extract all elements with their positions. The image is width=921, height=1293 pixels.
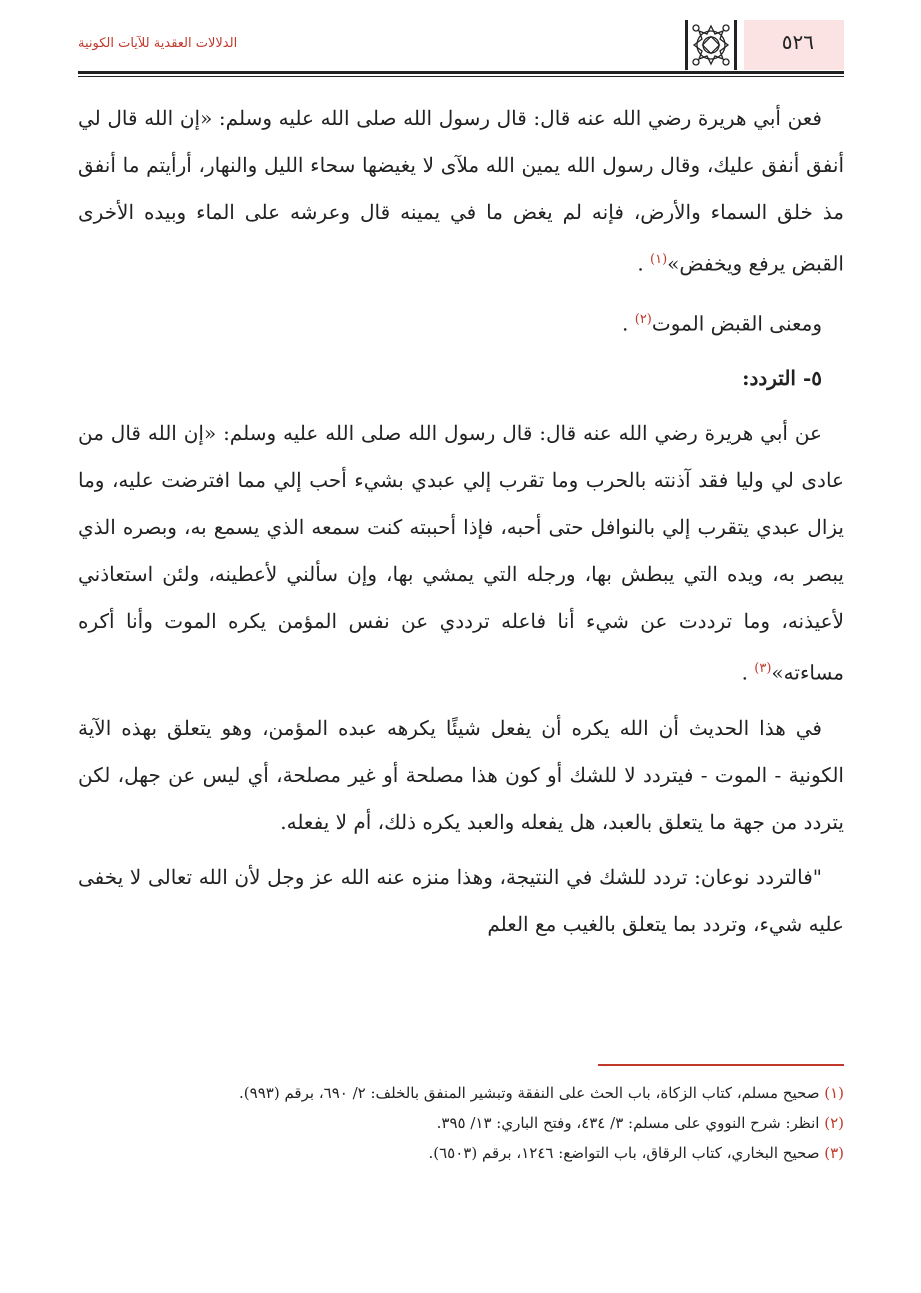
page-header [78,20,844,70]
paragraph: ومعنى القبض الموت$^{(٢)}$ . [622,311,822,336]
section-heading: ٥- التردد: [742,366,822,391]
running-title: الدلالات العقدية للآيات الكونية [78,36,238,51]
footnote: (٣) صحيح البخاري، كتاب الرقاق، باب التواضع: ١٢٤٦، برقم (٦٥٠٣). [428,1144,844,1162]
footnote-number: (٢) [824,1114,844,1132]
page-number-box [744,20,844,70]
footnote: (٢) انظر: شرح النووي على مسلم: ٣/ ٤٣٤، وفتح الباري: ١٣/ ٣٩٥. [436,1114,844,1132]
paragraph: "فالتردد نوعان: تردد للشك في النتيجة، وهذا منزه عنه الله عز وجل لأن الله تعالى لا يخفى عليه شيء، وتردد بما يتعلق بالغيب مع العلم [78,864,844,936]
footnote-separator [598,1064,844,1066]
footnote: (١) صحيح مسلم، كتاب الزكاة، باب الحث على النفقة وتبشير المنفق بالخلف: ٢/ ٦٩٠، برقم (٩٩٣). [239,1084,844,1102]
header-rule-thin [78,76,844,77]
footnote-ref: (١) [650,252,668,267]
paragraph: عن أبي هريرة رضي الله عنه قال: قال رسول الله صلى الله عليه وسلم: «إن الله قال من عادى لي وليا فقد آذنته بالحرب وما تقرب إلي عبدي بشيء أحب إلي مما افترضت عليه، وما يزال عبدي يتقرب إلي بالنوافل حتى أحبه، فإذا أحببته كنت سمعه الذي يسمع به، وبصره الذي يبصر به، ويده التي يبطش بها، ورجله التي يمشي بها، وإن سألني لأعطينه، ولئن استعاذني لأعيذنه، وما ترددت عن شيء أنا فاعله ترددي عن نفس المؤمن يكره الموت وأنا أكره مساءته»$^{(٣)}$ . [78,421,844,685]
footnote-number: (٣) [824,1144,844,1162]
paragraph: في هذا الحديث أن الله يكره أن يفعل شيئًا يكرهه عبده المؤمن، وهو يتعلق بهذه الآية الكونية - الموت - فيتردد لا للشك أو كون هذا مصلحة أو غير مصلحة، أي ليس عن جهل، لكن يتردد من جهة ما يتعلق بالعبد، هل يفعله والعبد يكره ذلك، أم لا يفعله. [78,715,844,834]
footnote-number: (١) [824,1084,844,1102]
footnotes [78,1078,844,1168]
decorative-ornament-icon [685,20,737,70]
footnote-ref: (٢) [634,311,652,327]
main-text [78,95,844,956]
footnote-ref: (٣) [754,661,772,677]
header-rule [78,71,844,74]
paragraph: فعن أبي هريرة رضي الله عنه قال: قال رسول الله صلى الله عليه وسلم: «إن الله قال لي أنفق أنفق عليك، وقال رسول الله يمين الله ملآى لا يغيضها سحاء الليل والنهار، أرأيتم ما أنفق مذ خلق السماء والأرض، فإنه لم يغض ما في يمينه قال وعرشه على الماء وبيده الأخرى القبض يرفع ويخفض»$^{(١)}$ . [78,106,844,276]
page-number: ٥٢٦ [781,30,814,54]
